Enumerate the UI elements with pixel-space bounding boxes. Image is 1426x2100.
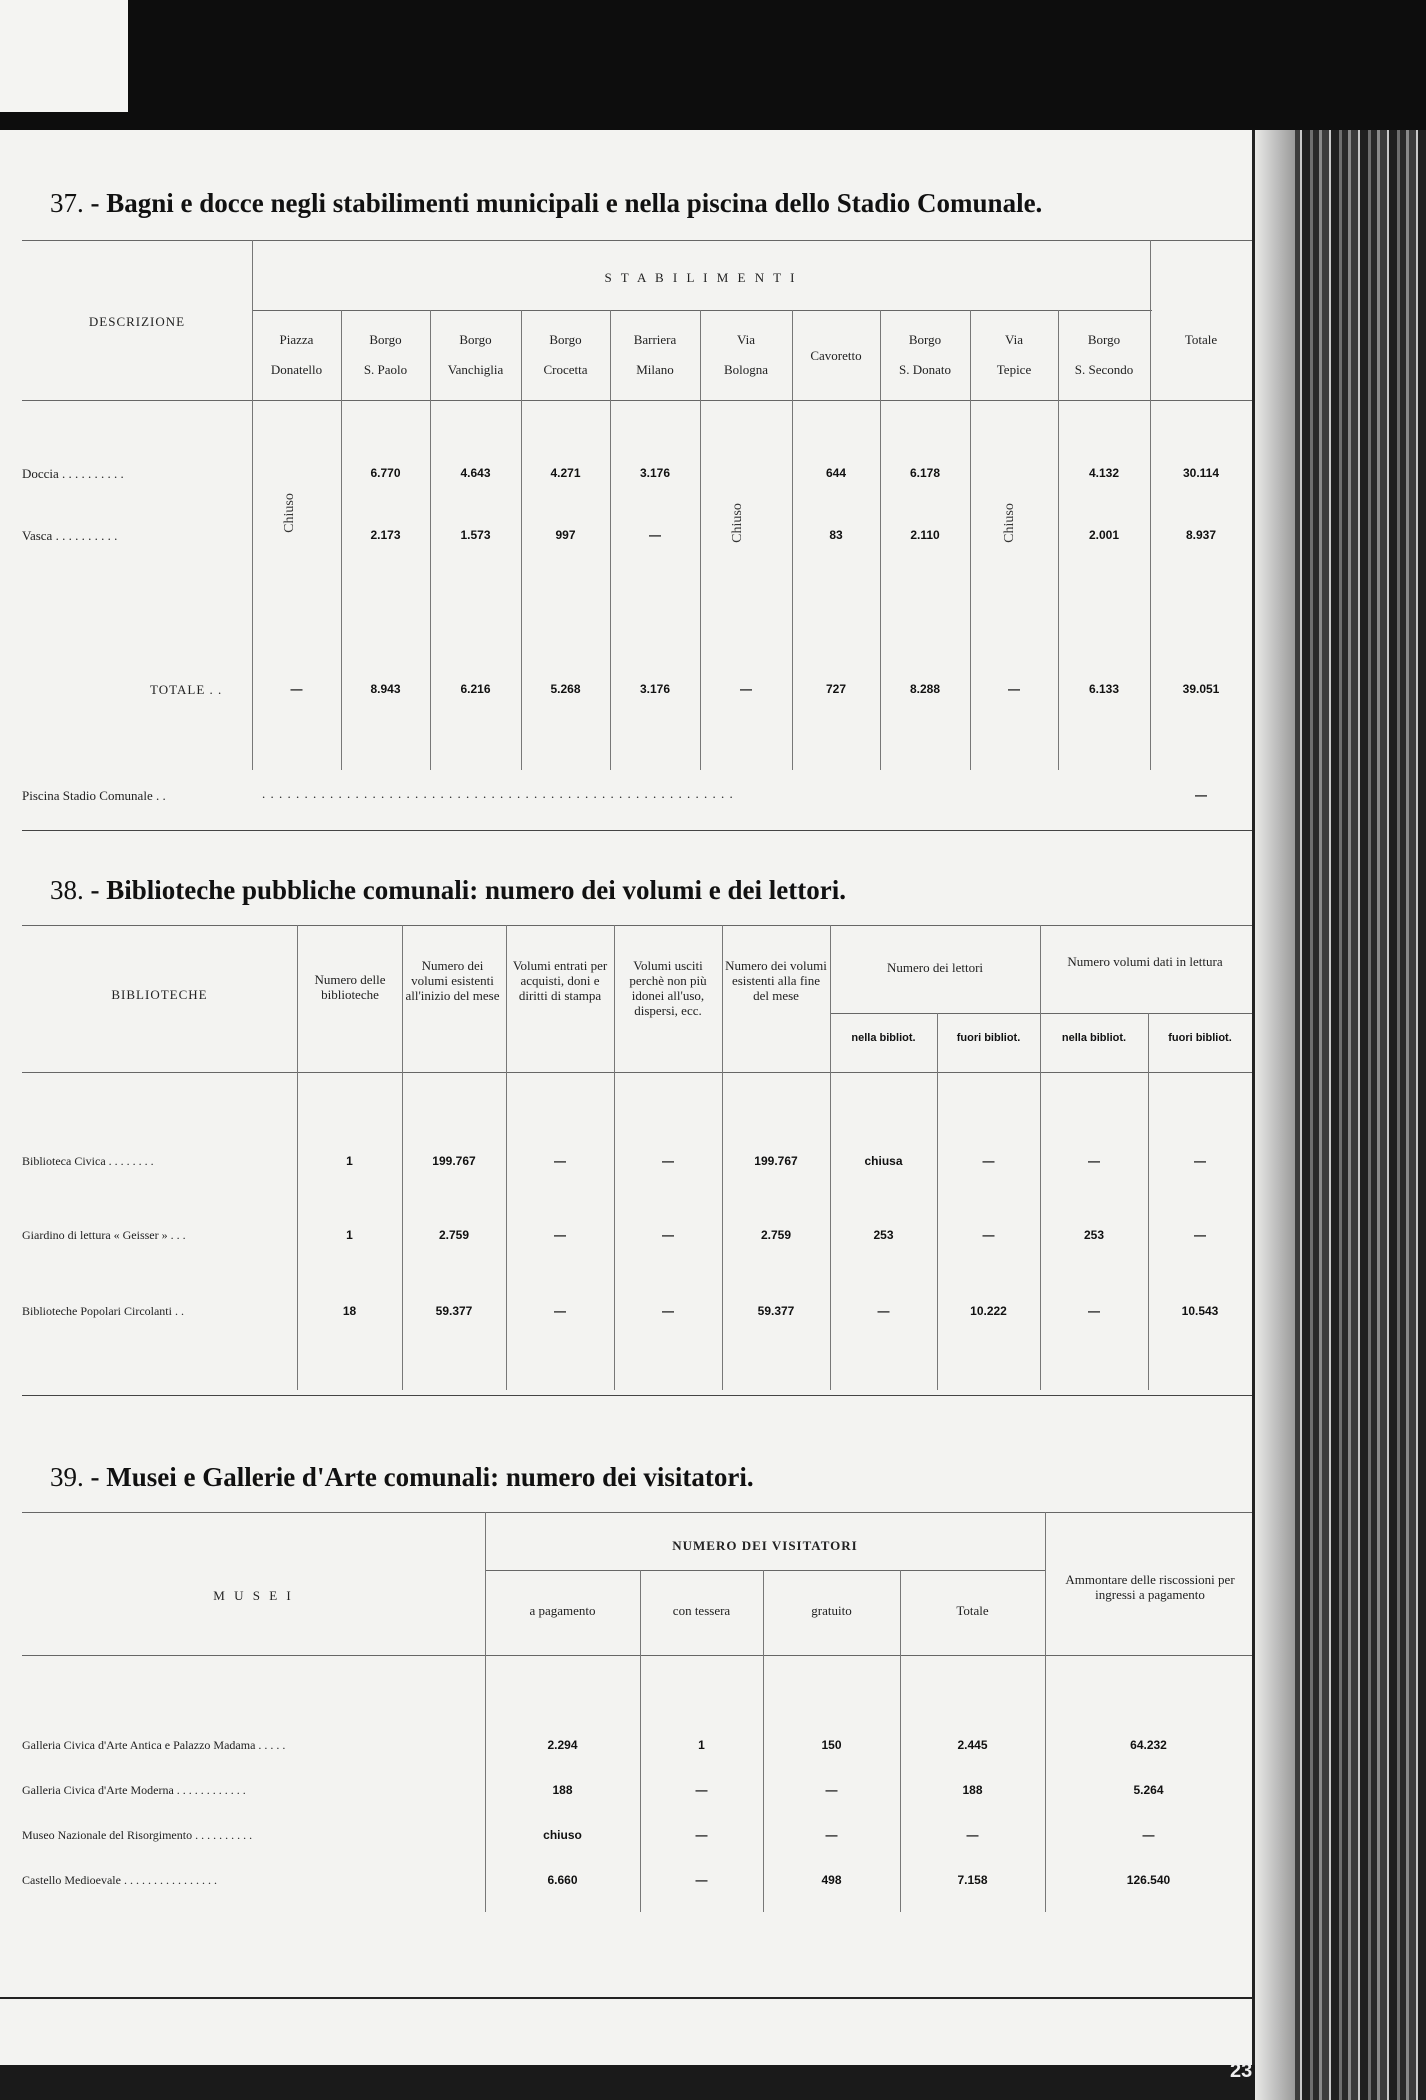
- table-cell: —: [982, 1228, 995, 1242]
- table-cell: —: [649, 528, 661, 542]
- table-cell: 2.759: [438, 1228, 470, 1242]
- table-39-title-text: - Musei e Gallerie d'Arte comunali: numero dei visitatori.: [90, 1462, 754, 1492]
- t37-chiuso-bologna: Chiuso: [729, 503, 745, 543]
- t37-divider: [970, 310, 971, 770]
- t39-header-tessera: con tessera: [672, 1603, 731, 1618]
- t38-header-biblioteche: BIBLIOTECHE: [111, 987, 208, 1002]
- t39-header-ammontare: Ammontare delle riscossioni per ingressi a pagamento: [1065, 1572, 1235, 1602]
- page-right-border: [1252, 130, 1255, 2065]
- t37-chiuso-donatello: Chiuso: [281, 493, 297, 533]
- t38-sub-fuori-lettori: fuori bibliot.: [956, 1032, 1021, 1044]
- t37-header-rule: [22, 400, 1252, 401]
- table-cell: 4.132: [1088, 466, 1120, 480]
- t37-top-rule: [22, 240, 1252, 241]
- t37-col-san-secondo: Borgo S. Secondo: [1074, 332, 1134, 377]
- table-cell: 2.294: [547, 1738, 578, 1752]
- table-cell: 1.573: [460, 528, 491, 542]
- t37-chiuso-tepice: Chiuso: [1001, 503, 1017, 543]
- table-cell: —: [290, 682, 303, 696]
- table-cell: —: [554, 1304, 566, 1318]
- table-cell: 8.943: [370, 682, 401, 696]
- t39-divider: [1045, 1512, 1046, 1912]
- table-cell: 6.133: [1088, 682, 1120, 696]
- table-cell: 2.001: [1088, 528, 1120, 542]
- table-cell: 199.767: [754, 1154, 798, 1168]
- table-cell: —: [966, 1828, 979, 1842]
- table-cell: 727: [825, 682, 847, 696]
- t39-group-rule: [485, 1570, 1045, 1571]
- table-cell: 8.937: [1185, 528, 1217, 542]
- t38-divider: [937, 1013, 938, 1390]
- table-cell: 3.176: [639, 682, 671, 696]
- table-cell: 6.216: [460, 682, 491, 696]
- table-cell: —: [695, 1873, 708, 1887]
- table-cell: 1: [346, 1228, 353, 1242]
- table-cell: 5.264: [1133, 1783, 1164, 1797]
- t39-row-label-arte-antica: Galleria Civica d'Arte Antica e Palazzo Madama . . . . .: [22, 1738, 286, 1752]
- table-cell: —: [695, 1783, 708, 1797]
- t37-col-via-bologna: Via Bologna: [723, 332, 769, 377]
- t39-row-label-castello: Castello Medioevale . . . . . . . . . . . . . . . .: [22, 1873, 217, 1887]
- table-cell: 997: [555, 528, 576, 542]
- table-cell: —: [982, 1154, 995, 1168]
- table-37-title: [50, 188, 1042, 219]
- table-cell: —: [740, 682, 752, 696]
- table-cell: 6.660: [547, 1873, 578, 1887]
- t37-bottom-rule: [22, 830, 1252, 831]
- t38-subheader-rule: [830, 1013, 1252, 1014]
- t37-col-piazza-donatello: Piazza Donatello: [270, 332, 323, 377]
- scan-corner-paper: [0, 0, 128, 112]
- table-cell: —: [1088, 1304, 1100, 1318]
- t38-sub-nella-lettori: nella bibliot.: [851, 1032, 916, 1044]
- t37-desc-header: DESCRIZIONE: [88, 314, 186, 329]
- table-cell: —: [695, 1828, 708, 1842]
- table-cell: 498: [821, 1873, 842, 1887]
- t37-col-crocetta: Borgo Crocetta: [543, 332, 588, 377]
- table-cell: 8.288: [909, 682, 941, 696]
- t39-top-rule: [22, 1512, 1252, 1513]
- t37-row-label-vasca: Vasca . . . . . . . . . .: [22, 528, 118, 543]
- table-cell: 253: [1083, 1228, 1105, 1242]
- t37-pool-label: Piscina Stadio Comunale . .: [22, 788, 166, 803]
- table-cell: —: [825, 1783, 838, 1797]
- table-cell: —: [877, 1304, 890, 1318]
- table-cell: 4.271: [550, 466, 581, 480]
- t37-pool-leader: . . . . . . . . . . . . . . . . . . . . . . . . . . . . . . . . . . . . . . . . . . . . . . . . . . . . . . . .: [262, 786, 734, 801]
- t39-row-label-arte-moderna: Galleria Civica d'Arte Moderna . . . . . . . . . . . .: [22, 1783, 246, 1797]
- table-cell: 10.222: [970, 1304, 1007, 1318]
- t38-header-vol-entrati: Volumi entrati per acquisti, doni e diritti di stampa: [512, 958, 608, 1003]
- t37-group-header: S T A B I L I M E N T I: [604, 270, 798, 285]
- book-page-edges: [1255, 130, 1426, 2100]
- table-cell: 6.178: [909, 466, 941, 480]
- page-bottom-border: [0, 1997, 1255, 1999]
- page-number: 23: [1230, 2060, 1253, 2082]
- t38-row-label-popolari: Biblioteche Popolari Circolanti . .: [22, 1304, 184, 1318]
- table-cell: chiuso: [543, 1828, 582, 1842]
- t38-row-label-civica: Biblioteca Civica . . . . . . . .: [22, 1154, 154, 1168]
- table-38-title: [50, 875, 846, 906]
- table-cell: 59.377: [757, 1304, 795, 1318]
- t39-header-gratuito: gratuito: [811, 1603, 852, 1618]
- table-cell: —: [825, 1828, 838, 1842]
- table-cell: —: [1194, 1228, 1206, 1242]
- t37-col-cavoretto: Cavoretto: [810, 348, 862, 363]
- table-37-title-text: - Bagni e docce negli stabilimenti municipali e nella piscina dello Stadio Comunale.: [90, 188, 1043, 218]
- t38-top-rule: [22, 925, 1252, 926]
- table-cell: 2.759: [760, 1228, 792, 1242]
- table-cell: 199.767: [432, 1154, 476, 1168]
- t38-header-vol-fine: Numero dei volumi esistenti alla fine del mese: [725, 958, 827, 1003]
- table-39-number: 39.: [50, 1462, 84, 1492]
- table-cell: 2.173: [370, 528, 401, 542]
- table-cell: —: [1142, 1828, 1155, 1842]
- table-cell: 188: [962, 1783, 983, 1797]
- t38-bottom-rule: [22, 1395, 1252, 1396]
- table-cell: 1: [698, 1738, 705, 1752]
- table-cell: 39.051: [1182, 682, 1220, 696]
- t39-header-rule: [22, 1655, 1252, 1656]
- t37-col-san-donato: Borgo S. Donato: [899, 332, 951, 377]
- t38-row-label-geisser: Giardino di lettura « Geisser » . . .: [22, 1228, 186, 1242]
- table-cell: 7.158: [957, 1873, 988, 1887]
- table-cell: 3.176: [639, 466, 671, 480]
- table-cell: 1: [346, 1154, 353, 1168]
- table-cell: 30.114: [1182, 466, 1220, 480]
- t37-col-totale: Totale: [1184, 332, 1218, 347]
- table-cell: 64.232: [1130, 1738, 1167, 1752]
- t39-header-pagamento: a pagamento: [529, 1603, 596, 1618]
- t38-divider: [1148, 1013, 1149, 1390]
- table-cell: 253: [873, 1228, 894, 1242]
- table-cell: 4.643: [460, 466, 491, 480]
- table-39-title: [50, 1462, 754, 1493]
- t37-total-label: TOTALE . .: [150, 682, 223, 697]
- t37-col-via-tepice: Via Tepice: [996, 332, 1032, 377]
- table-cell: 59.377: [435, 1304, 473, 1318]
- t39-header-group: NUMERO DEI VISITATORI: [672, 1538, 858, 1553]
- t39-header-musei: M U S E I: [213, 1588, 294, 1603]
- table-cell: 2.110: [910, 528, 940, 542]
- t37-row-label-doccia: Doccia . . . . . . . . . .: [22, 466, 124, 481]
- table-cell: —: [554, 1228, 566, 1242]
- table-cell: —: [1194, 1154, 1206, 1168]
- scan-top-border: [0, 0, 1426, 130]
- table-cell: 126.540: [1126, 1873, 1171, 1887]
- t39-row-label-risorgimento: Museo Nazionale del Risorgimento . . . . . . . . . .: [22, 1828, 253, 1842]
- table-cell: chiusa: [864, 1154, 903, 1168]
- table-cell: 5.268: [550, 682, 581, 696]
- table-cell: 150: [821, 1738, 842, 1752]
- table-cell: 2.445: [957, 1738, 988, 1752]
- t38-sub-nella-volumi: nella bibliot.: [1061, 1032, 1127, 1044]
- t38-header-num-bib: Numero delle biblioteche: [314, 972, 386, 1002]
- table-cell: —: [662, 1154, 674, 1168]
- table-cell: 10.543: [1181, 1304, 1219, 1318]
- table-cell: 83: [829, 528, 843, 542]
- t37-col-barriera-milano: Barriera Milano: [633, 332, 677, 377]
- t38-header-rule: [22, 1072, 1252, 1073]
- table-cell: 18: [342, 1304, 357, 1318]
- t38-sub-fuori-volumi: fuori bibliot.: [1168, 1032, 1232, 1044]
- t37-divider: [700, 310, 701, 770]
- t39-header-totale: Totale: [956, 1603, 989, 1618]
- t37-group-rule: [252, 310, 1152, 311]
- table-cell: —: [662, 1304, 674, 1318]
- t38-header-vol-usciti: Volumi usciti perchè non più idonei all'uso, dispersi, ecc.: [629, 958, 707, 1018]
- table-cell: 188: [552, 1783, 573, 1797]
- t38-header-lettori: Numero dei lettori: [886, 960, 984, 975]
- t38-header-vol-lettura: Numero volumi dati in lettura: [1067, 954, 1223, 969]
- t37-col-borgo-san-paolo: Borgo S. Paolo: [363, 332, 408, 377]
- t37-col-vanchiglia: Borgo Vanchiglia: [447, 332, 504, 377]
- table-cell: —: [1088, 1154, 1100, 1168]
- t38-header-vol-inizio: Numero dei volumi esistenti all'inizio del mese: [405, 958, 500, 1003]
- table-38-number: 38.: [50, 875, 84, 905]
- table-cell: —: [662, 1228, 674, 1242]
- t39-divider: [485, 1512, 486, 1912]
- table-cell: 644: [825, 466, 847, 480]
- table-38-title-text: - Biblioteche pubbliche comunali: numero dei volumi e dei lettori.: [90, 875, 846, 905]
- document-page: [0, 130, 1255, 2065]
- table-37-number: 37.: [50, 188, 84, 218]
- table-cell: —: [1008, 682, 1020, 696]
- t37-pool-value: —: [1195, 788, 1207, 802]
- table-cell: 6.770: [370, 466, 401, 480]
- table-cell: —: [554, 1154, 566, 1168]
